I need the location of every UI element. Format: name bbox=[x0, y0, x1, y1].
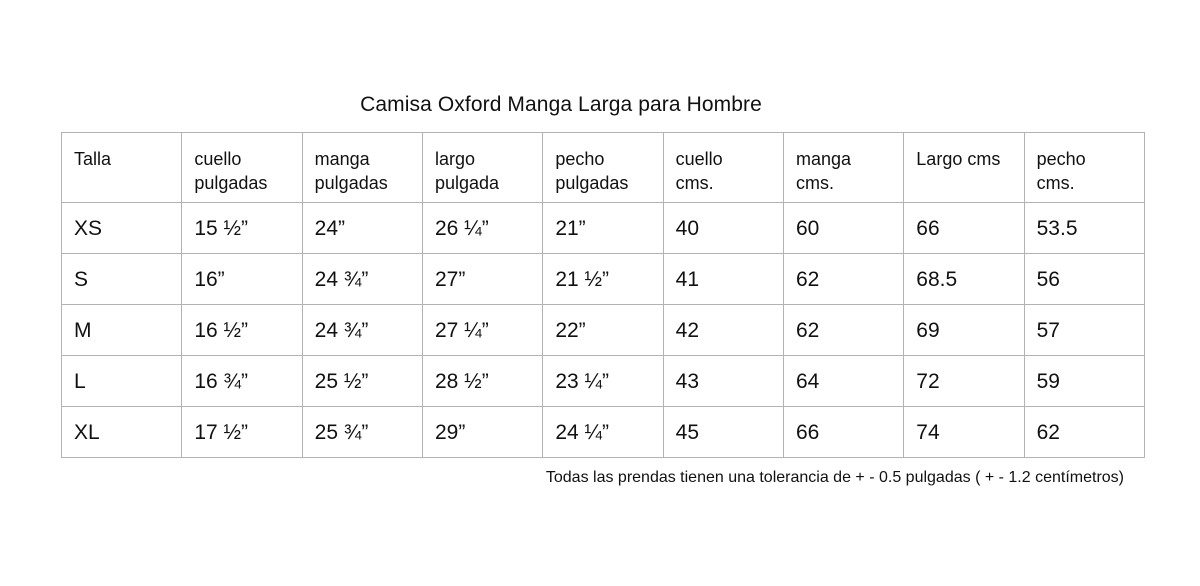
table-cell: 29” bbox=[422, 407, 542, 458]
header-line: cuello bbox=[194, 149, 242, 169]
table-cell: 43 bbox=[663, 356, 783, 407]
table-cell: L bbox=[62, 356, 182, 407]
size-chart-table bbox=[61, 132, 1145, 458]
header-cuello-cms bbox=[663, 133, 783, 203]
table-cell: 24” bbox=[302, 203, 422, 254]
table-cell: 41 bbox=[663, 254, 783, 305]
table-row bbox=[62, 254, 1145, 305]
header-line: pulgadas bbox=[194, 173, 268, 193]
table-row bbox=[62, 305, 1145, 356]
header-line: cms. bbox=[1036, 173, 1075, 193]
table-cell: 21 ½” bbox=[543, 254, 663, 305]
table-cell: 25 ½” bbox=[302, 356, 422, 407]
header-line: pulgada bbox=[434, 173, 500, 193]
table-cell: 59 bbox=[1024, 356, 1144, 407]
table-cell: 27 ¼” bbox=[422, 305, 542, 356]
header-pecho-pulgadas bbox=[543, 133, 663, 203]
table-cell: 22” bbox=[543, 305, 663, 356]
table-cell: 42 bbox=[663, 305, 783, 356]
table-cell: 53.5 bbox=[1024, 203, 1144, 254]
header-line: manga bbox=[314, 149, 370, 169]
table-cell: 62 bbox=[1024, 407, 1144, 458]
table-cell: XS bbox=[62, 203, 182, 254]
header-manga-cms bbox=[783, 133, 903, 203]
header-line: pecho bbox=[1036, 149, 1086, 169]
table-cell: 28 ½” bbox=[422, 356, 542, 407]
header-line: cuello bbox=[675, 149, 723, 169]
table-cell: 17 ½” bbox=[182, 407, 302, 458]
table-cell: 23 ¼” bbox=[543, 356, 663, 407]
table-row bbox=[62, 203, 1145, 254]
header-line: Talla bbox=[74, 149, 112, 169]
header-pecho-cms bbox=[1024, 133, 1144, 203]
table-cell: 24 ¾” bbox=[302, 305, 422, 356]
header-line: pulgadas bbox=[314, 173, 388, 193]
tolerance-note: Todas las prendas tienen una tolerancia de + - 0.5 pulgadas ( + - 1.2 centímetros) bbox=[545, 469, 1124, 486]
table-cell: 15 ½” bbox=[182, 203, 302, 254]
header-line: cms. bbox=[675, 173, 714, 193]
table-cell: 40 bbox=[663, 203, 783, 254]
header-line: cms. bbox=[795, 173, 834, 193]
table-cell: 25 ¾” bbox=[302, 407, 422, 458]
table-header bbox=[62, 133, 1145, 203]
page-title: Camisa Oxford Manga Larga para Hombre bbox=[360, 93, 762, 116]
table-body bbox=[62, 203, 1145, 458]
table-cell: 68.5 bbox=[904, 254, 1024, 305]
header-largo-pulgada bbox=[422, 133, 542, 203]
header-line: Largo cms bbox=[916, 149, 1001, 169]
table-cell: 45 bbox=[663, 407, 783, 458]
header-line: manga bbox=[795, 149, 852, 169]
header-line: largo bbox=[434, 149, 476, 169]
table-cell: 74 bbox=[904, 407, 1024, 458]
table-cell: 24 ¼” bbox=[543, 407, 663, 458]
table-cell: 16 ½” bbox=[182, 305, 302, 356]
table-cell: 66 bbox=[904, 203, 1024, 254]
header-line: pulgadas bbox=[555, 173, 629, 193]
table-cell: 57 bbox=[1024, 305, 1144, 356]
header-largo-cms bbox=[904, 133, 1024, 203]
table-cell: S bbox=[62, 254, 182, 305]
table-cell: 26 ¼” bbox=[422, 203, 542, 254]
table-cell: 64 bbox=[783, 356, 903, 407]
table-cell: 60 bbox=[783, 203, 903, 254]
table-cell: 69 bbox=[904, 305, 1024, 356]
header-talla bbox=[62, 133, 182, 203]
header-cuello-pulgadas bbox=[182, 133, 302, 203]
table-cell: 62 bbox=[783, 254, 903, 305]
table-cell: XL bbox=[62, 407, 182, 458]
table-cell: 16” bbox=[182, 254, 302, 305]
table-cell: 27” bbox=[422, 254, 542, 305]
table-row bbox=[62, 407, 1145, 458]
table-cell: 24 ¾” bbox=[302, 254, 422, 305]
table-cell: 56 bbox=[1024, 254, 1144, 305]
table-cell: 21” bbox=[543, 203, 663, 254]
header-line: pecho bbox=[555, 149, 605, 169]
table-cell: 72 bbox=[904, 356, 1024, 407]
table-cell: 16 ¾” bbox=[182, 356, 302, 407]
table-row bbox=[62, 356, 1145, 407]
header-row bbox=[62, 133, 1145, 203]
table-cell: 62 bbox=[783, 305, 903, 356]
table-cell: 66 bbox=[783, 407, 903, 458]
table-cell: M bbox=[62, 305, 182, 356]
header-manga-pulgadas bbox=[302, 133, 422, 203]
